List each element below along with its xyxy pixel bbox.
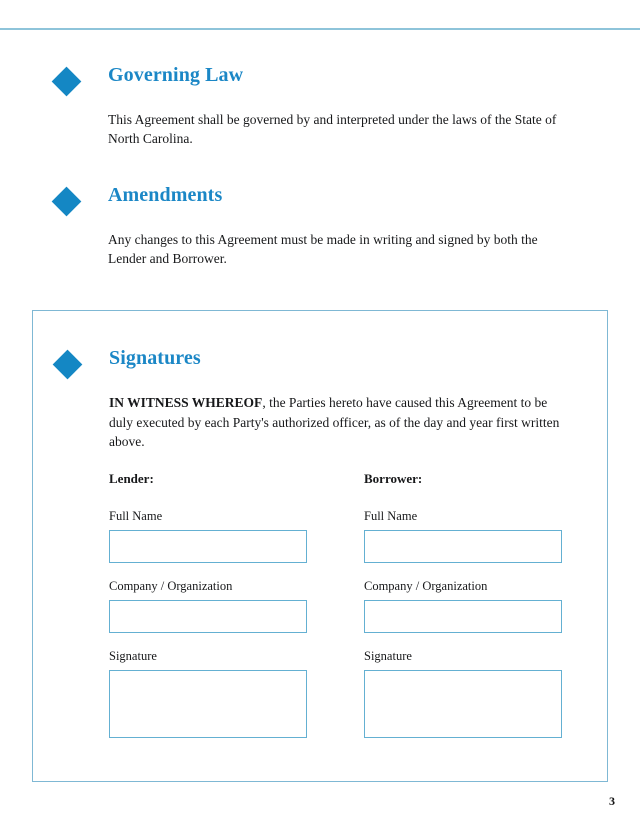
section-title: Amendments bbox=[108, 184, 223, 206]
signature-input-borrower[interactable] bbox=[364, 670, 562, 738]
party-label-lender: Lender: bbox=[109, 471, 154, 486]
signatures-header bbox=[33, 349, 607, 389]
page-number: 3 bbox=[609, 794, 615, 808]
signatures-intro bbox=[109, 393, 571, 452]
section-header bbox=[0, 186, 640, 226]
signature-column-lender bbox=[109, 471, 307, 738]
field-label-signature: Signature bbox=[364, 649, 412, 663]
company-input-borrower[interactable] bbox=[364, 600, 562, 633]
section-title: Governing Law bbox=[108, 64, 244, 86]
signatures-intro-bold: IN WITNESS WHEREOF bbox=[109, 395, 263, 410]
field-label-company: Company / Organization bbox=[364, 579, 488, 593]
diamond-bullet-icon bbox=[53, 350, 83, 380]
field-label-signature: Signature bbox=[109, 649, 157, 663]
diamond-bullet-icon bbox=[52, 67, 82, 97]
section-body-text: This Agreement shall be governed by and interpreted under the laws of the State of North Carolina. bbox=[108, 112, 557, 146]
full-name-input-lender[interactable] bbox=[109, 530, 307, 563]
party-label-borrower: Borrower: bbox=[364, 471, 423, 486]
field-label-full-name: Full Name bbox=[364, 509, 418, 523]
company-input-lender[interactable] bbox=[109, 600, 307, 633]
section-governing-law bbox=[0, 64, 640, 146]
signatures-intro-rest: , the Parties hereto have caused this Agreement to be duly executed by each Party's authorized officer, as of the day and year first written above. bbox=[109, 395, 560, 449]
section-header bbox=[0, 66, 640, 106]
full-name-input-borrower[interactable] bbox=[364, 530, 562, 563]
header-divider bbox=[0, 28, 640, 30]
signature-input-lender[interactable] bbox=[109, 670, 307, 738]
signatures-title: Signatures bbox=[109, 347, 201, 369]
field-label-company: Company / Organization bbox=[109, 579, 233, 593]
diamond-bullet-icon bbox=[52, 187, 82, 217]
section-body-text: Any changes to this Agreement must be made in writing and signed by both the Lender and Borrower. bbox=[108, 232, 538, 266]
field-label-full-name: Full Name bbox=[109, 509, 163, 523]
signature-column-borrower bbox=[364, 471, 562, 738]
signatures-card bbox=[32, 310, 608, 782]
section-amendments bbox=[0, 184, 640, 266]
